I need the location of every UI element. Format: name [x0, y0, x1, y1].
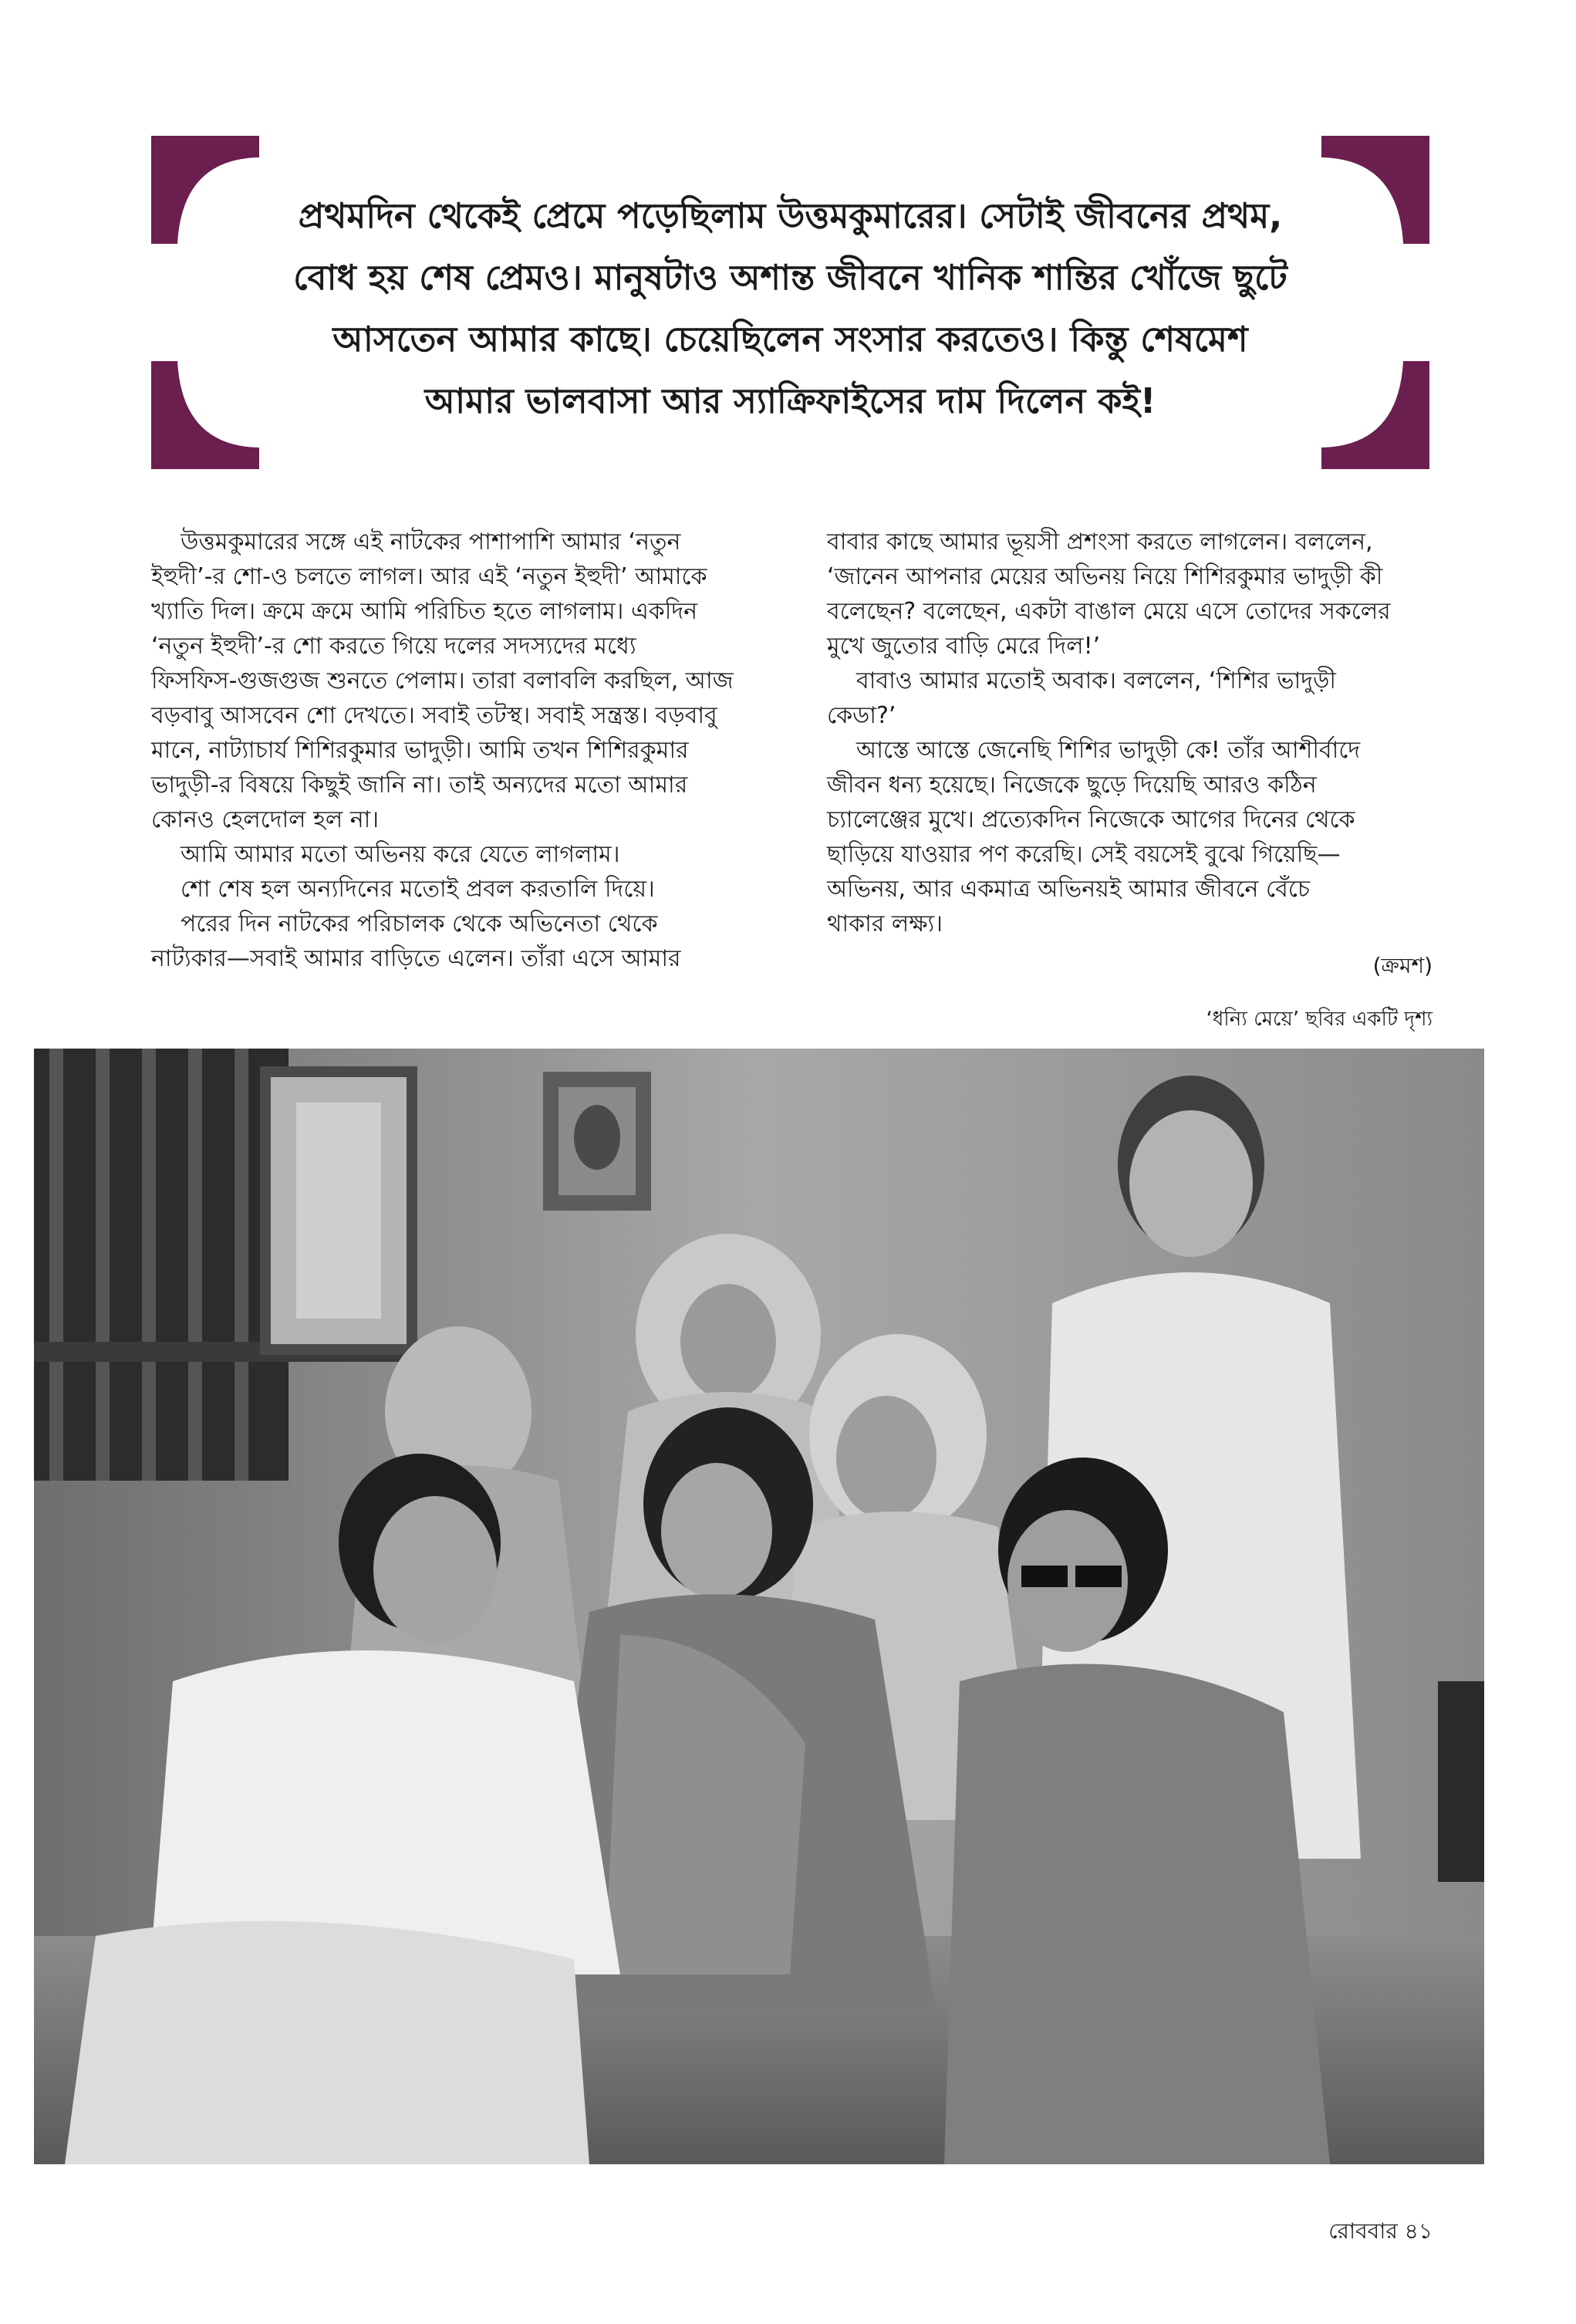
body-line: থাকার লক্ষ্য।: [827, 910, 943, 937]
body-line: মুখে জুতোর বাড়ি মেরে দিল!’: [827, 633, 1101, 660]
body-line: ইহুদী’-র শো-ও চলতে লাগল। আর এই ‘নতুন ইহুদী’ আমাকে: [151, 563, 707, 590]
continued-label: (ক্রমশ): [1372, 953, 1433, 978]
body-line: বাবাও আমার মতোই অবাক। বললেন, ‘শিশির ভাদুড়ী: [856, 667, 1336, 694]
body-line: নাট্যকার—সবাই আমার বাড়িতে এলেন। তাঁরা এসে আমার: [151, 945, 681, 972]
body-line: উত্তমকুমারের সঙ্গে এই নাটকের পাশাপাশি আমার ‘নতুন: [181, 529, 681, 556]
pull-quote-line: আসতেন আমার কাছে। চেয়েছিলেন সংসার করতেও। কিন্তু শেষমেশ: [332, 319, 1248, 360]
film-still-photo: [34, 1049, 1484, 2164]
body-line: অভিনয়, আর একমাত্র অভিনয়ই আমার জীবনে বেঁচে: [827, 876, 1311, 903]
body-line: বড়বাবু আসবেন শো দেখতে। সবাই তটস্থ। সবাই সন্ত্রস্ত। বড়বাবু: [151, 702, 717, 729]
body-line: খ্যাতি দিল। ক্রমে ক্রমে আমি পরিচিত হতে লাগলাম। একদিন: [151, 598, 698, 625]
body-line: আমি আমার মতো অভিনয় করে যেতে লাগলাম।: [181, 841, 620, 868]
body-line: ফিসফিস-গুজগুজ শুনতে পেলাম। তারা বলাবলি করছিল, আজ: [151, 667, 734, 694]
body-line: শো শেষ হল অন্যদিনের মতোই প্রবল করতালি দিয়ে।: [181, 876, 655, 903]
body-line: ভাদুড়ী-র বিষয়ে কিছুই জানি না। তাই অন্যদের মতো আমার: [151, 772, 688, 799]
pull-quote: [151, 136, 1429, 469]
body-line: বাবার কাছে আমার ভূয়সী প্রশংসা করতে লাগলেন। বললেন,: [827, 529, 1373, 556]
body-line: জীবন ধন্য হয়েছে। নিজেকে ছুড়ে দিয়েছি আরও কঠিন: [827, 772, 1317, 799]
body-line: ‘জানেন আপনার মেয়ের অভিনয় নিয়ে শিশিরকুমার ভাদুড়ী কী: [827, 563, 1383, 590]
pull-quote-line: প্রথমদিন থেকেই প্রেমে পড়েছিলাম উত্তমকুমারের। সেটাই জীবনের প্রথম,: [298, 195, 1283, 236]
pull-quote-line: বোধ হয় শেষ প্রেমও। মানুষটাও অশান্ত জীবনে খানিক শান্তির খোঁজে ছুটে: [293, 257, 1287, 298]
body-line: ‘নতুন ইহুদী’-র শো করতে গিয়ে দলের সদস্যদের মধ্যে: [151, 633, 636, 660]
body-line: কেডা?’: [827, 702, 896, 729]
article-column-left: [151, 525, 845, 976]
photo-caption: ‘ধন্যি মেয়ে’ ছবির একটি দৃশ্য: [1206, 1008, 1433, 1031]
article-column-right: [827, 525, 1444, 941]
body-line: পরের দিন নাটকের পরিচালক থেকে অভিনেতা থেকে: [181, 910, 658, 937]
body-line: কোনও হেলদোল হল না।: [151, 806, 380, 833]
body-line: মানে, নাট্যাচার্য শিশিরকুমার ভাদুড়ী। আমি তখন শিশিরকুমার: [151, 737, 689, 764]
body-line: বলেছেন? বলেছেন, একটা বাঙাল মেয়ে এসে তোদের সকলের: [827, 598, 1391, 625]
body-line: চ্যালেঞ্জের মুখে। প্রত্যেকদিন নিজেকে আগের দিনের থেকে: [827, 806, 1355, 833]
pull-quote-line: আমার ভালবাসা আর স্যাক্রিফাইসের দাম দিলেন কই!: [424, 380, 1156, 421]
page-footer: রোববার ৪১: [1328, 2218, 1433, 2244]
pull-quote-text: [205, 185, 1375, 438]
body-line: ছাড়িয়ে যাওয়ার পণ করেছি। সেই বয়সেই বুঝে গিয়েছি—: [827, 841, 1341, 868]
body-line: আস্তে আস্তে জেনেছি শিশির ভাদুড়ী কে! তাঁর আশীর্বাদে: [856, 737, 1361, 764]
